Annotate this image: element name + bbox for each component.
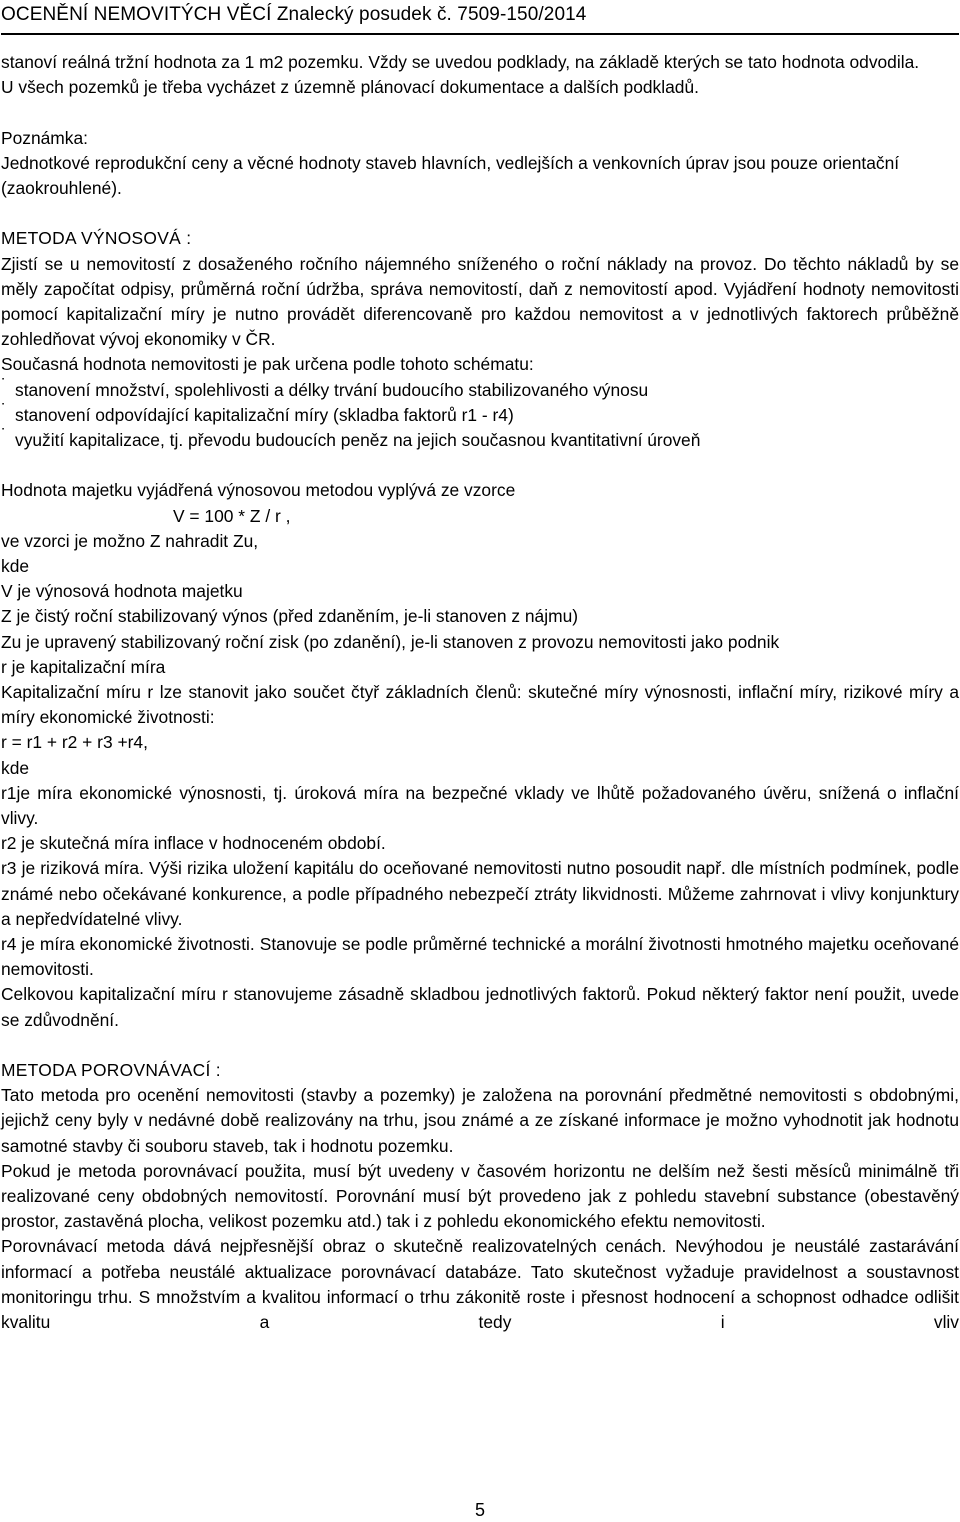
bullet-item bbox=[1, 374, 959, 403]
bullet-mark: ˙ bbox=[1, 399, 7, 420]
comparative-paragraph: Porovnávací metoda dává nejpřesnější obraz o skutečně realizovatelných cenách. Nevýhodou je neustálé zastarávání informací a potřeba neustálé aktualizace porovnávací databáze. Tato skutečnost vyžaduje pravidelnost a soustavnost monitoringu trhu. S množstvím a kvalitou informací o trhu zákonitě roste i přesnost hodnocení a schopnost odhadce odlišit kvalitu a tedy i vliv bbox=[1, 1236, 959, 1333]
page-number: 5 bbox=[474, 1500, 485, 1520]
text-line: r3 je riziková míra. Výši rizika uložení kapitálu do oceňované nemovitosti nutno posoudit např. dle místních podmínek, podle známé nebo očekávané konkurence, a podle případného nebezpečí ztráty likvidnosti. Můžeme zahrnovat i vlivy konjunktury a nepředvídatelné vlivy. bbox=[1, 858, 959, 929]
scheme-intro: Současná hodnota nemovitosti je pak určena podle tohoto schématu: bbox=[1, 354, 534, 375]
text-line: r1je míra ekonomické výnosnosti, tj. úroková míra na bezpečné vklady ve lhůtě požadovaného úvěru, snížená o inflační vlivy. bbox=[1, 782, 959, 829]
income-method-paragraph: Zjistí se u nemovitostí z dosaženého ročního nájemného sníženého o roční náklady na provoz. Do těchto nákladů by se měly započítat odpisy, průměrná roční údržba, správa nemovitostí, daň z nemovitostí apod. Vyjádření hodnoty nemovitosti pomocí kapitalizační míry je nutno provádět diferencovaně pro každou nemovitost a v jednotlivých faktorech průběžně zohledňovat vývoj ekonomiky v ČR. bbox=[1, 253, 959, 350]
text-line: Kapitalizační míru r lze stanovit jako součet čtyř základních členů: skutečné míry výnosnosti, inflační míry, rizikové míry a míry ekonomické životnosti: bbox=[1, 682, 959, 728]
comparative-paragraph: Tato metoda pro ocenění nemovitosti (stavby a pozemky) je založena na porovnání předmětné nemovitosti s obdobnými, jejichž ceny byly v nedávné době realizovány na trhu, jsou známé a ze získané informace je možno vyhodnotit jak hodnotu samotné stavby či souboru staveb, tak i hodnotu pozemku. bbox=[1, 1085, 959, 1156]
formula-intro: Hodnota majetku vyjádřená výnosovou metodou vyplývá ze vzorce bbox=[1, 480, 516, 501]
text-line: r4 je míra ekonomické životnosti. Stanovuje se podle průměrné technické a morální životnosti hmotného majetku oceňované nemovitosti. bbox=[1, 934, 959, 980]
comparative-paragraph: Pokud je metoda porovnávací použita, musí být uvedeny v časovém horizontu ne delším než šesti měsíců minimálně tři realizované ceny obdobných nemovitostí. Porovnání musí být provedeno jak z pohledu stavební substance (obestavěný prostor, zastavěná plocha, velikost pozemku atd.) tak i z pohledu ekonomického efektu nemovitosti. bbox=[1, 1160, 959, 1232]
text-line: Zu je upravený stabilizovaný roční zisk (po zdanění), je-li stanoven z provozu nemovitosti jako podnik bbox=[1, 631, 780, 652]
text-line: Celkovou kapitalizační míru r stanovujeme zásadně skladbou jednotlivých faktorů. Pokud některý faktor není použit, uvede se zdůvodnění. bbox=[1, 984, 959, 1030]
formula: V = 100 * Z / r , bbox=[173, 505, 291, 526]
note-text: Jednotkové reprodukční ceny a věcné hodnoty staveb hlavních, vedlejších a venkovních úprav jsou pouze orientační (zaokrouhlené). bbox=[1, 152, 900, 198]
bullet-item bbox=[1, 425, 959, 453]
document-body bbox=[1, 50, 959, 1335]
intro-paragraph: stanoví reálná tržní hodnota za 1 m2 pozemku. Vždy se uvedou podklady, na základě kterých se tato hodnota odvodila. bbox=[1, 52, 920, 72]
spacer bbox=[1, 1033, 959, 1058]
comparative-method-heading: METODA POROVNÁVACÍ : bbox=[1, 1060, 221, 1081]
bullet-text: stanovení odpovídající kapitalizační míry (skladba faktorů r1 - r4) bbox=[15, 404, 514, 425]
text-line: kde bbox=[1, 556, 30, 577]
document-title: OCENĚNÍ NEMOVITÝCH VĚCÍ Znalecký posudek č. 7509-150/2014 bbox=[1, 4, 587, 25]
note-label: Poznámka: bbox=[1, 127, 88, 148]
spacer bbox=[1, 453, 959, 478]
text-line: r = r1 + r2 + r3 +r4, bbox=[1, 732, 148, 753]
intro-paragraph-2: U všech pozemků je třeba vycházet z územně plánovací dokumentace a dalších podkladů. bbox=[1, 77, 699, 98]
text-line: V je výnosová hodnota majetku bbox=[1, 581, 243, 602]
text-line: ve vzorci je možno Z nahradit Zu, bbox=[1, 530, 259, 551]
text-line: kde bbox=[1, 757, 30, 778]
spacer bbox=[1, 100, 959, 125]
text-line: r2 je skutečná míra inflace v hodnoceném období. bbox=[1, 833, 386, 854]
text-line: Z je čistý roční stabilizovaný výnos (před zdaněním, je-li stanoven z nájmu) bbox=[1, 606, 579, 627]
bullet-mark: ˙ bbox=[1, 374, 7, 395]
bullet-text: stanovení množství, spolehlivosti a délky trvání budoucího stabilizovaného výnosu bbox=[15, 379, 649, 400]
bullet-text: využití kapitalizace, tj. převodu budoucích peněz na jejich současnou kvantitativní úroveň bbox=[15, 430, 701, 451]
income-method-heading: METODA VÝNOSOVÁ : bbox=[1, 228, 192, 249]
bullet-item bbox=[1, 399, 959, 428]
header-divider bbox=[1, 33, 959, 35]
page-header bbox=[1, 2, 959, 30]
spacer bbox=[1, 201, 959, 226]
bullet-mark: ˙ bbox=[1, 425, 7, 446]
text-line: r je kapitalizační míra bbox=[1, 656, 166, 677]
